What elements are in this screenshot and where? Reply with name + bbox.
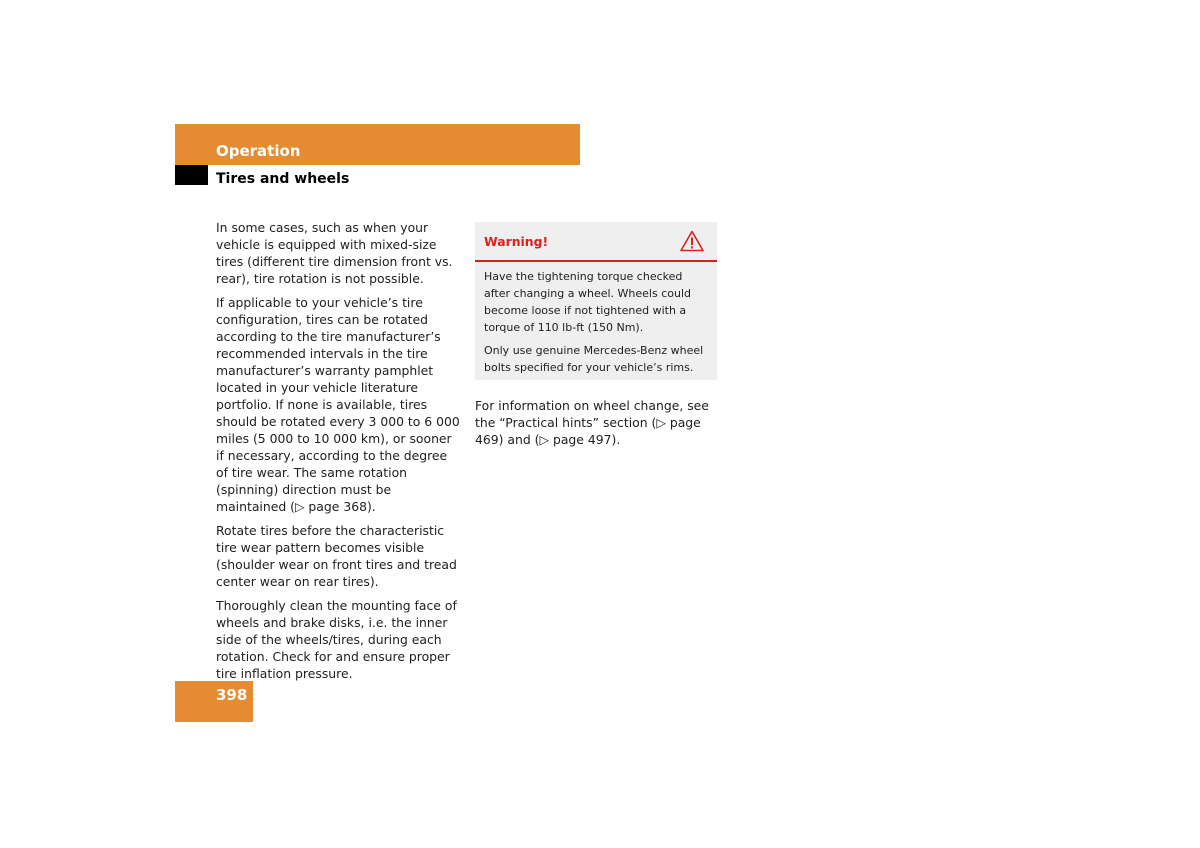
warning-triangle-icon	[680, 230, 704, 252]
warning-body	[475, 262, 717, 376]
body-paragraph: Rotate tires before the characteristic tire wear pattern becomes visible (shoulder wear on front tires and tread center wear on rear tires).	[216, 523, 457, 589]
body-paragraph: If applicable to your vehicle’s tire configuration, tires can be rotated according to the tire manufacturer’s recommended intervals in the tire manufacturer’s warranty pamphlet located in your vehicle literature portfolio. If none is available, tires should be rotated every 3 000 to 6 000 miles (5 000 to 10 000 km), or sooner if necessary, according to the degree of tire wear. The same rotation (spinning) direction must be maintained (▷ page 368).	[216, 295, 460, 514]
main-text-column	[216, 219, 460, 689]
section-marker	[175, 165, 208, 185]
warning-paragraph: Only use genuine Mercedes-Benz wheel bolts specified for your vehicle’s rims.	[484, 344, 704, 374]
warning-box	[475, 222, 717, 380]
page-number: 398	[216, 686, 248, 704]
warning-header	[475, 222, 717, 262]
body-paragraph: Thoroughly clean the mounting face of wheels and brake disks, i.e. the inner side of the wheels/tires, during each rotation. Check for and ensure proper tire inflation pressure.	[216, 598, 457, 681]
wheel-change-reference: For information on wheel change, see the “Practical hints” section (▷ page 469) and (▷ page 497).	[475, 398, 709, 447]
chapter-title: Operation	[216, 142, 301, 160]
warning-label: Warning!	[484, 234, 549, 249]
warning-paragraph: Have the tightening torque checked after changing a wheel. Wheels could become loose if not tightened with a torque of 110 lb-ft (150 Nm).	[484, 270, 691, 334]
body-paragraph: In some cases, such as when your vehicle is equipped with mixed-size tires (different tire dimension front vs. rear), tire rotation is not possible.	[216, 220, 453, 286]
section-title: Tires and wheels	[216, 171, 350, 187]
